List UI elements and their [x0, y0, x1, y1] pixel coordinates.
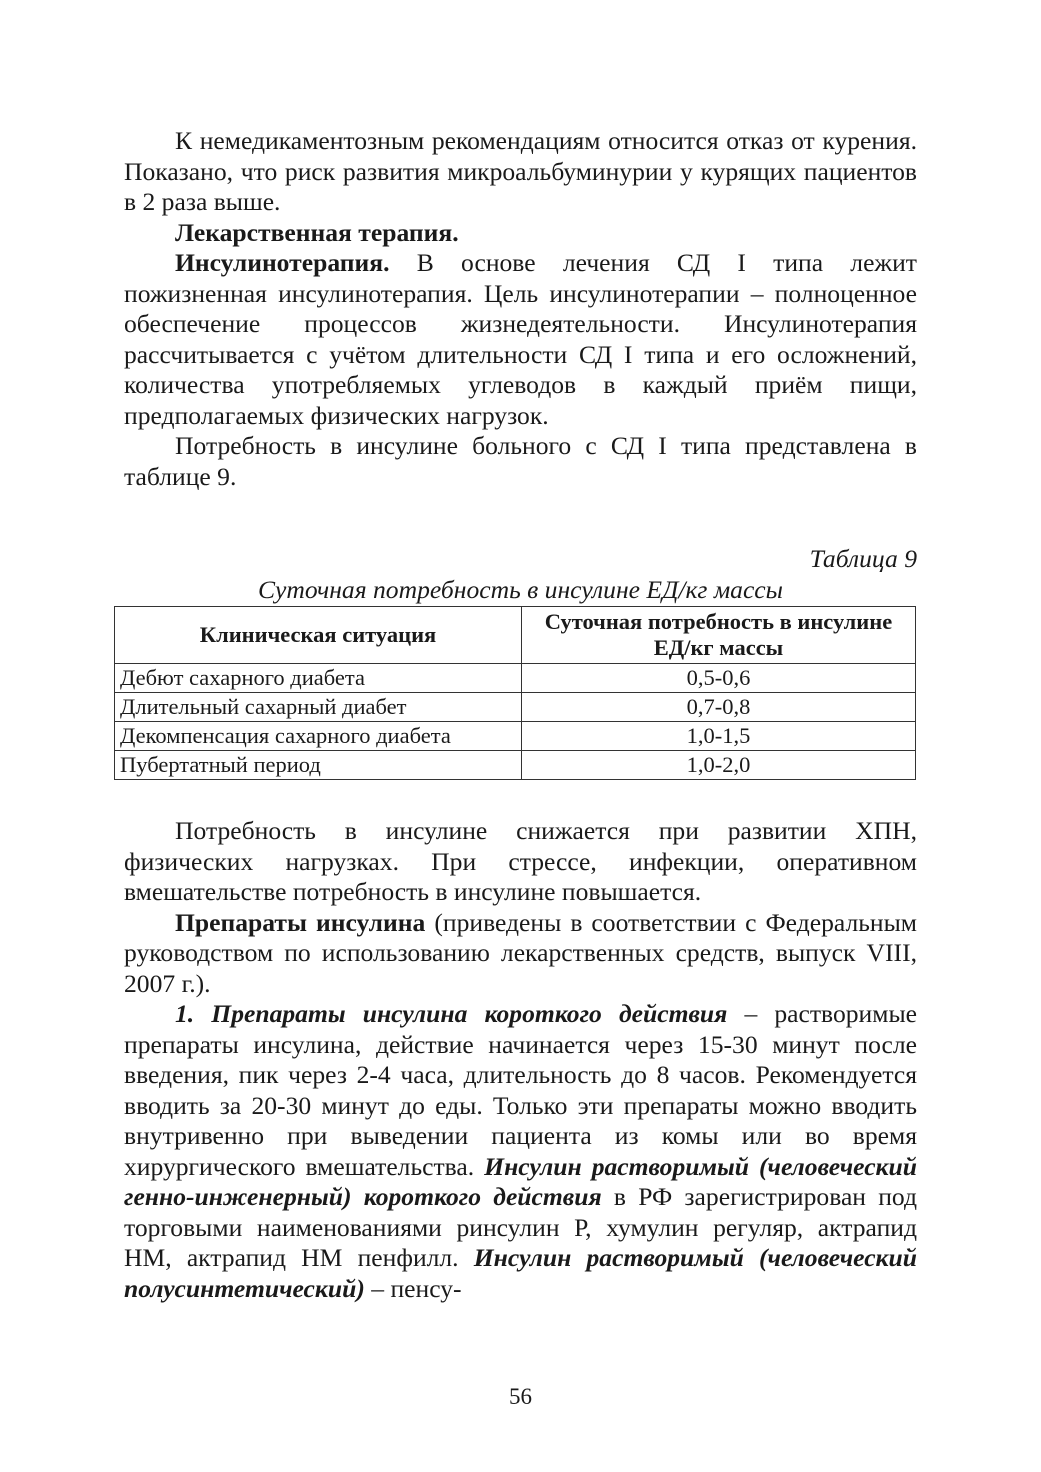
table-header-row [115, 607, 916, 664]
emphasis-human-genetic-insulin: Инсулин растворимый (человеческий генно-инженерный) короткого действия [124, 1151, 917, 1211]
table-caption: Суточная потребность в инсулине ЕД/кг массы [257, 575, 784, 604]
emphasis-semisynthetic-insulin: Инсулин растворимый (человеческий полусинтетический) [124, 1243, 917, 1303]
table-cell-value: 1,0-2,0 [522, 751, 916, 780]
table-cell-value: 0,5-0,6 [522, 664, 916, 693]
text-insulin-preparations: (приведены в соответствии с Федеральным руководством по использованию лекарственных средств, выпуск VIII, 2007 г.). [124, 907, 917, 998]
table-header-situation: Клиническая ситуация [115, 607, 522, 664]
insulin-requirement-table [114, 606, 916, 780]
table-row [115, 722, 916, 751]
table-row [115, 751, 916, 780]
table-cell-situation: Длительный сахарный диабет [115, 693, 522, 722]
paragraph-smoking: К немедикаментозным рекомендациям относится отказ от курения. Показано, что риск развития микроальбуминурии у курящих пациентов в 2 раза выше. [124, 126, 917, 216]
table-cell-situation: Дебют сахарного диабета [115, 664, 522, 693]
intro-text-block [124, 126, 917, 492]
table-cell-situation: Пубертатный период [115, 751, 522, 780]
page-number: 56 [509, 1384, 532, 1409]
lead-insulin-therapy: Инсулинотерапия. [175, 248, 390, 277]
text-insulin-therapy: В основе лечения СД I типа лежит пожизненная инсулинотерапия. Цель инсулинотерапии – полноценное обеспечение процессов жизнедеятельности. Инсулинотерапия рассчитывается с учётом длительности СД I типа и его осложнений, количества употребляемых углеводов в каждый приём пищи, предполагаемых физических нагрузок. [124, 248, 917, 430]
text-short-acting-1: – растворимые препараты инсулина, действие начинается через 15-30 минут после введения, пик через 2-4 часа, длительность до 8 часов. Рекомендуется вводить за 20-30 минут до еды. Только эти препараты можно вводить внутривенно при выведении пациента из комы или во время хирургического вмешательства. [124, 999, 918, 1181]
lead-short-acting: 1. Препараты инсулина короткого действия [175, 999, 728, 1028]
table-header-requirement: Суточная потребность в инсулине ЕД/кг массы [522, 607, 916, 664]
paragraph-insulin-preparations [124, 908, 917, 1000]
table-cell-situation: Декомпенсация сахарного диабета [115, 722, 522, 751]
heading-drug-therapy: Лекарственная терапия. [175, 217, 459, 247]
paragraph-heading-drug-therapy [124, 218, 917, 249]
paragraph-table-reference: Потребность в инсулине больного с СД I типа представлена в таблице 9. [124, 431, 917, 491]
paragraph-short-acting-insulin [124, 999, 917, 1304]
text-short-acting-3: – пенсу- [364, 1273, 462, 1303]
table-label: Таблица 9 [809, 544, 917, 573]
body-text-block [124, 816, 917, 1304]
lead-insulin-preparations: Препараты инсулина [175, 907, 426, 937]
table-row [115, 693, 916, 722]
table-row [115, 664, 916, 693]
table-cell-value: 0,7-0,8 [522, 693, 916, 722]
table-cell-value: 1,0-1,5 [522, 722, 916, 751]
paragraph-requirement-changes: Потребность в инсулине снижается при развитии ХПН, физических нагрузках. При стрессе, инфекции, оперативном вмешательстве потребность в инсулине повышается. [124, 816, 917, 906]
paragraph-insulin-therapy [124, 248, 917, 431]
text-short-acting-2: в РФ зарегистрирован под торговыми наименованиями ринсулин Р, хумулин регуляр, актрапид НМ, актрапид НМ пенфилл. [124, 1182, 918, 1272]
